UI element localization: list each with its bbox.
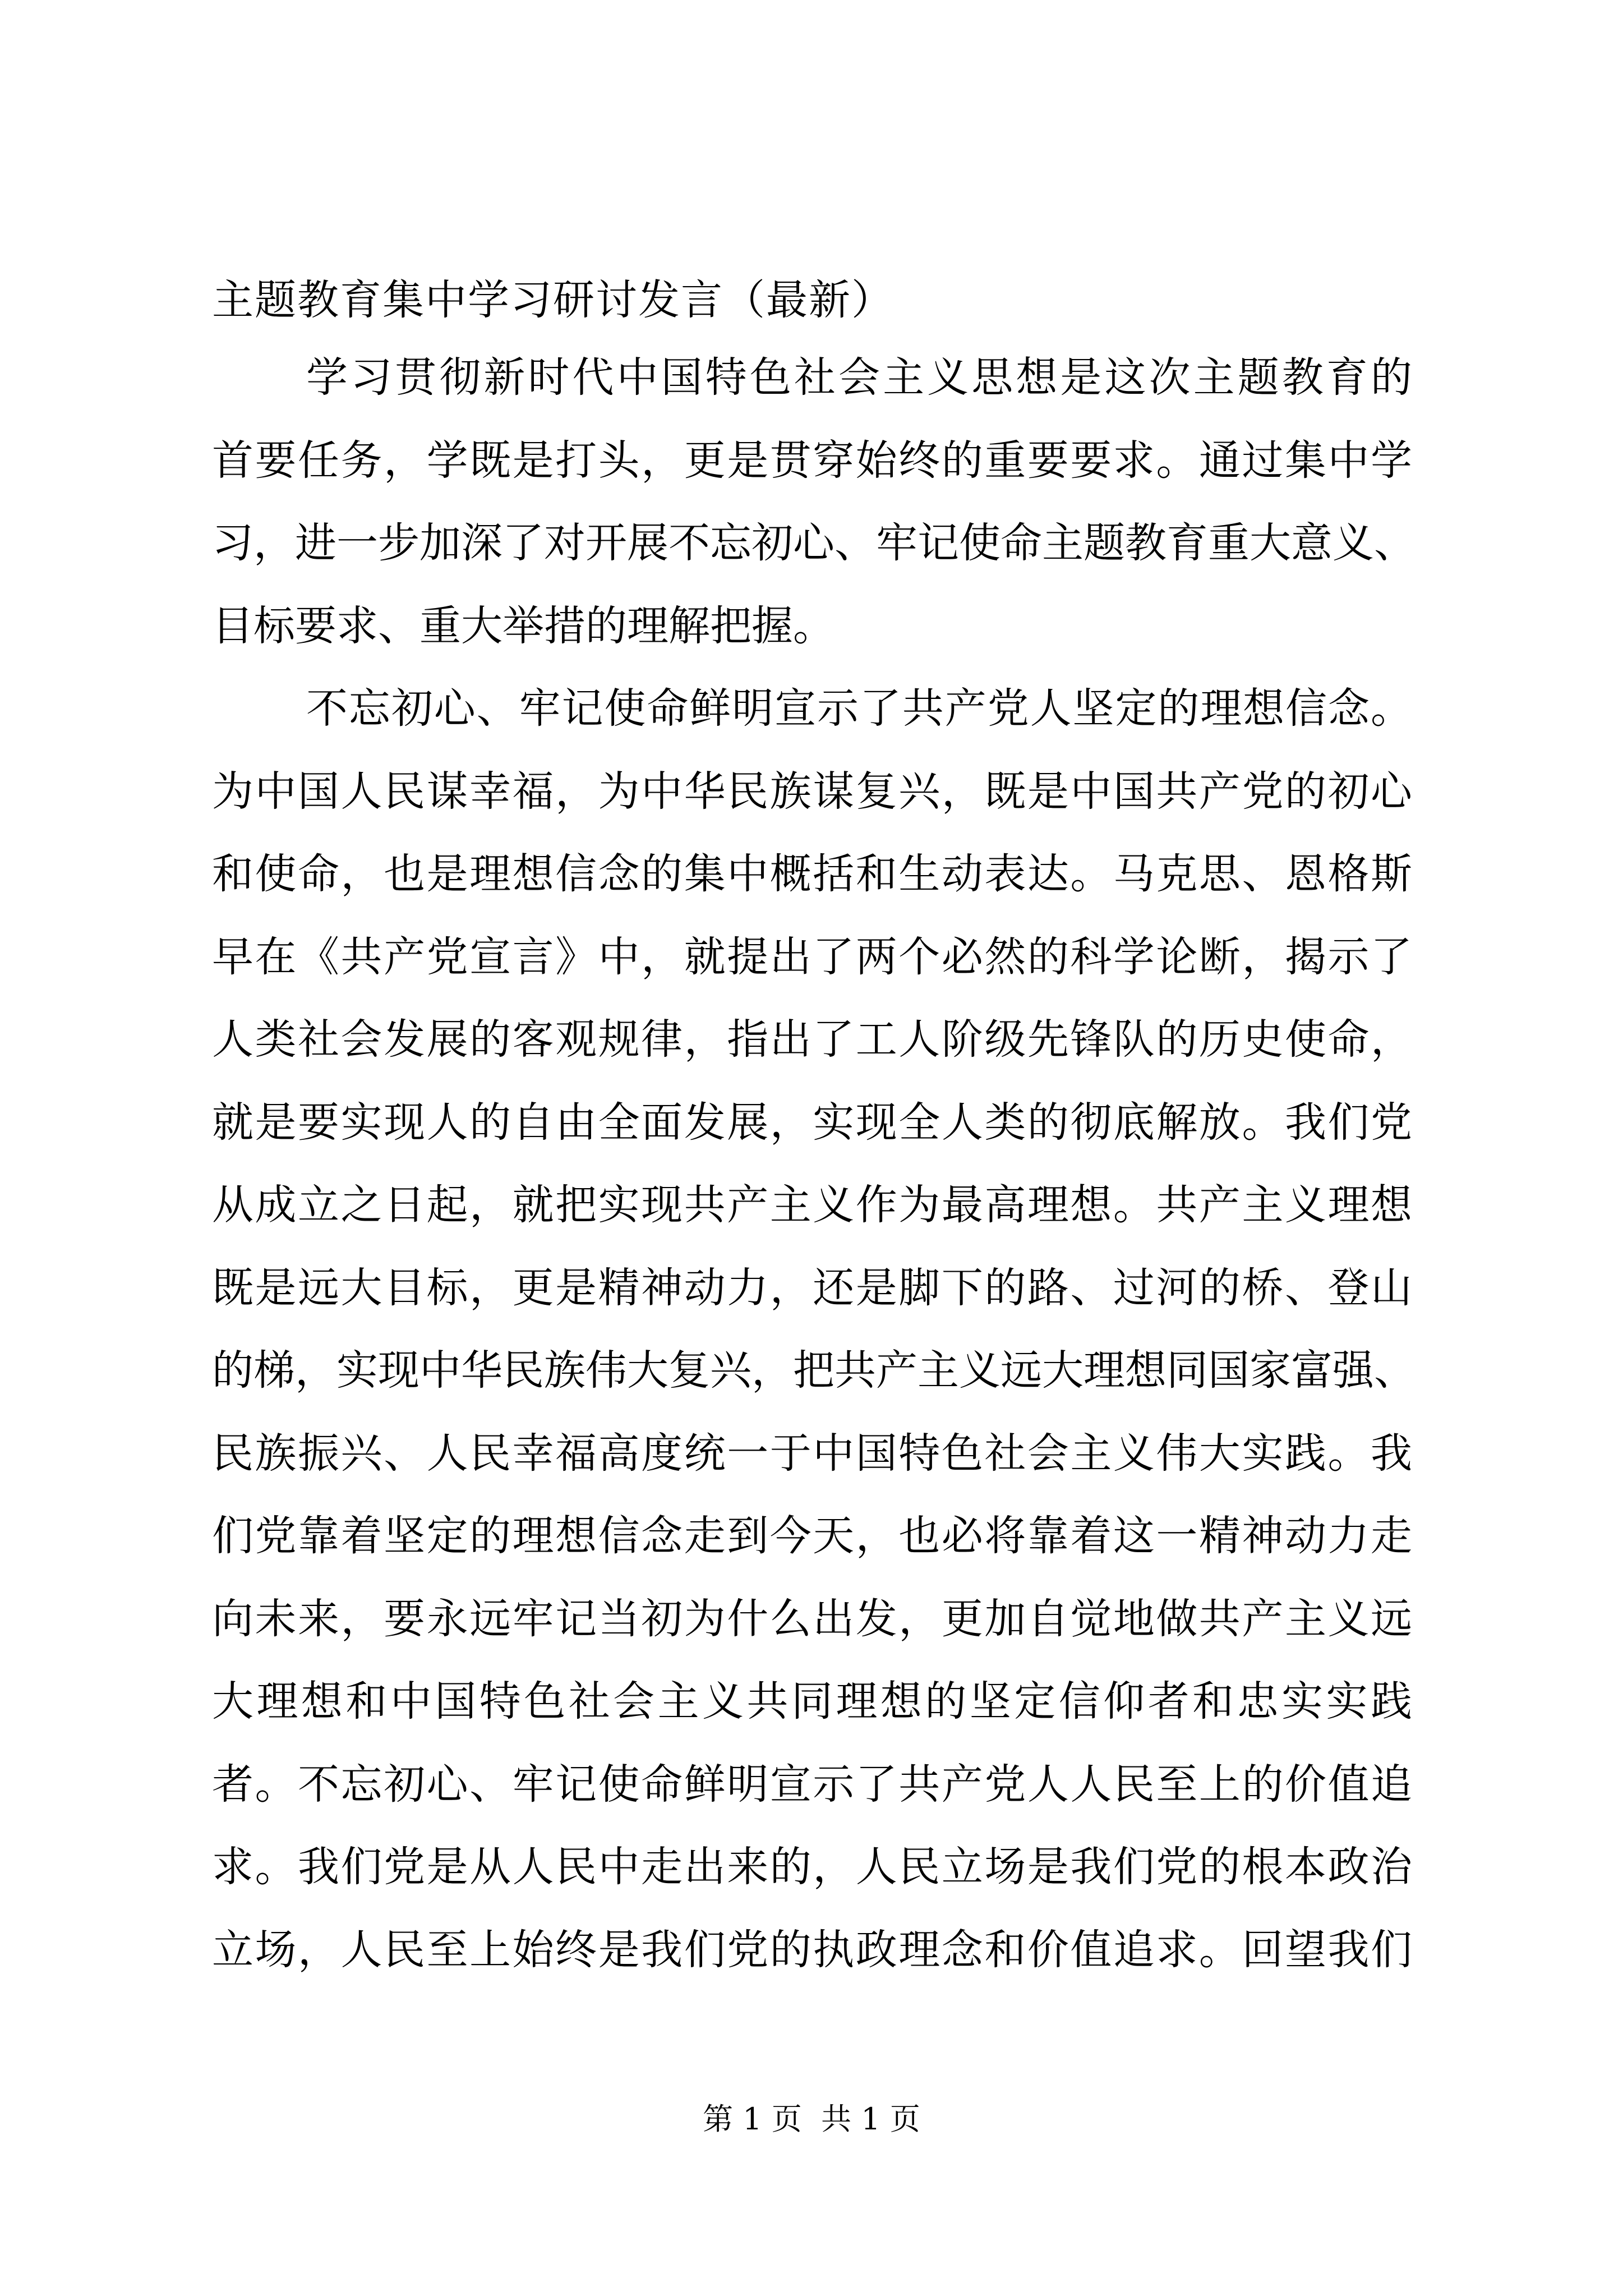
body-line: 首要任务，学既是打头，更是贯穿始终的重要要求。通过集中学 [212, 436, 1412, 485]
page-number-footer: 第 1 页 共 1 页 [703, 2101, 920, 2137]
body-line: 和使命，也是理想信念的集中概括和生动表达。马克思、恩格斯 [212, 850, 1412, 898]
body-line: 不忘初心、牢记使命鲜明宣示了共产党人坚定的理想信念。 [306, 684, 1412, 733]
body-line: 们党靠着坚定的理想信念走到今天，也必将靠着这一精神动力走 [212, 1512, 1412, 1560]
body-line: 就是要实现人的自由全面发展，实现全人类的彻底解放。我们党 [212, 1098, 1412, 1147]
body-line: 目标要求、重大举措的理解把握。 [212, 601, 834, 650]
body-line: 民族振兴、人民幸福高度统一于中国特色社会主义伟大实践。我 [212, 1429, 1412, 1478]
body-line: 的梯，实现中华民族伟大复兴，把共产主义远大理想同国家富强、 [212, 1346, 1415, 1395]
body-line: 既是远大目标，更是精神动力，还是脚下的路、过河的桥、登山 [212, 1263, 1412, 1312]
body-line: 习，进一步加深了对开展不忘初心、牢记使命主题教育重大意义、 [212, 519, 1415, 567]
body-line: 学习贯彻新时代中国特色社会主义思想是这次主题教育的 [306, 353, 1412, 402]
body-line: 者。不忘初心、牢记使命鲜明宣示了共产党人人民至上的价值追 [212, 1760, 1412, 1809]
body-line: 大理想和中国特色社会主义共同理想的坚定信仰者和忠实实践 [212, 1677, 1412, 1726]
body-line: 求。我们党是从人民中走出来的，人民立场是我们党的根本政治 [212, 1843, 1412, 1891]
body-line: 人类社会发展的客观规律，指出了工人阶级先锋队的历史使命， [212, 1015, 1412, 1064]
body-line: 向未来，要永远牢记当初为什么出发，更加自觉地做共产主义远 [212, 1594, 1412, 1643]
document-title: 主题教育集中学习研讨发言（最新） [212, 276, 894, 324]
body-line: 为中国人民谋幸福，为中华民族谋复兴，既是中国共产党的初心 [212, 767, 1412, 816]
body-line: 从成立之日起，就把实现共产主义作为最高理想。共产主义理想 [212, 1181, 1412, 1229]
body-line: 早在《共产党宣言》中，就提出了两个必然的科学论断，揭示了 [212, 932, 1412, 981]
body-line: 立场，人民至上始终是我们党的执政理念和价值追求。回望我们 [212, 1925, 1412, 1974]
document-body [212, 337, 1415, 1991]
